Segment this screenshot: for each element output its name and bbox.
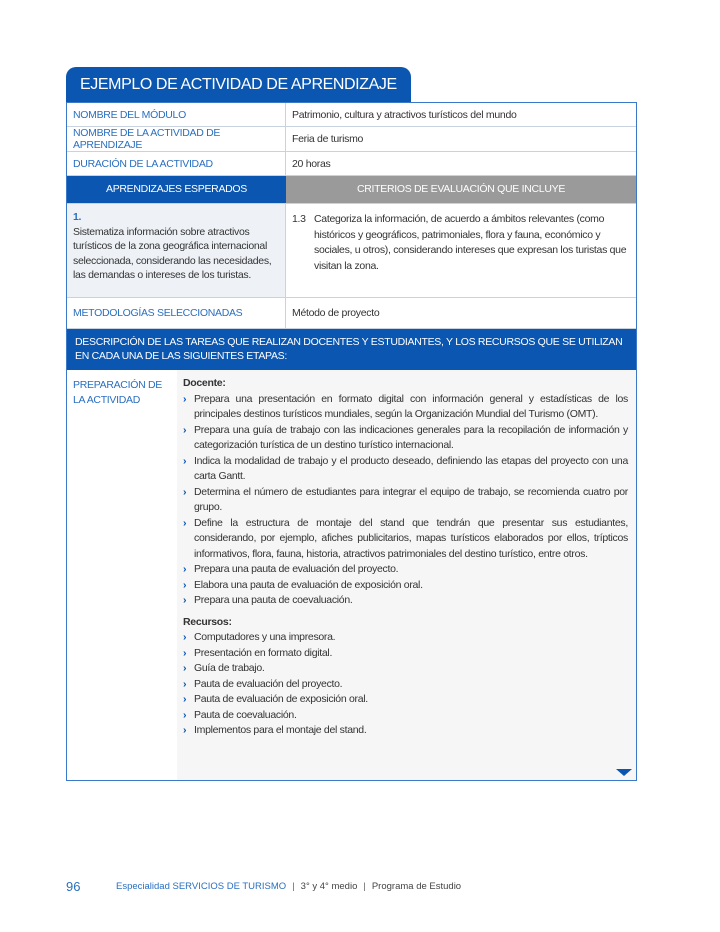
bullet-icon: › — [183, 392, 187, 405]
page-title: EJEMPLO DE ACTIVIDAD DE APRENDIZAJE — [66, 67, 411, 102]
list-item — [183, 516, 628, 563]
teacher-list — [183, 392, 628, 609]
learning-text: Sistematiza información sobre atractivos turísticos de la zona geográfica internacional seleccionada, considerando las necesidades, las demandas o intereses de los turistas. — [73, 225, 272, 281]
list-item-text: Determina el número de estudiantes para integrar el equipo de trabajo, se recomienda cuatro por grupo. — [194, 485, 628, 513]
resources-list — [183, 630, 628, 739]
description-header: DESCRIPCIÓN DE LAS TAREAS QUE REALIZAN DOCENTES Y ESTUDIANTES, Y LOS RECURSOS QUE SE UTILIZAN EN CADA UNA DE LAS SIGUIENTES ETAPAS: — [67, 329, 636, 370]
criteria-header: CRITERIOS DE EVALUACIÓN QUE INCLUYE — [286, 176, 636, 203]
bullet-icon: › — [183, 631, 187, 643]
footer-level: 3° y 4° medio — [300, 881, 358, 892]
list-item-text: Define la estructura de montaje del stand que tendrán que presentar sus estudiantes, considerando, por ejemplo, afiches publicitarios, mapas turísticos elaborados por ellos, trípticos informativos, flora, fauna, historia, atractivos patrimoniales del destino turístico, entre otros. — [194, 516, 628, 560]
learning-cell — [67, 204, 286, 297]
list-item — [183, 646, 628, 662]
list-item — [183, 708, 628, 724]
footer — [66, 879, 461, 894]
criteria-code: 1.3 — [292, 213, 306, 225]
bullet-icon: › — [183, 423, 187, 436]
module-label: NOMBRE DEL MÓDULO — [67, 103, 286, 126]
list-item — [183, 454, 628, 485]
bullet-icon: › — [183, 563, 187, 575]
module-row — [67, 103, 636, 127]
learning-row — [67, 204, 636, 298]
resources-title: Recursos: — [183, 615, 232, 628]
list-item — [183, 562, 628, 578]
list-item-text: Indica la modalidad de trabajo y el producto deseado, definiendo las etapas del proyecto con una carta Gantt. — [194, 454, 628, 482]
footer-program: Programa de Estudio — [371, 881, 462, 892]
list-item-text: Pauta de evaluación del proyecto. — [194, 677, 343, 690]
bullet-icon: › — [183, 693, 187, 705]
list-item-text: Guía de trabajo. — [194, 662, 265, 674]
list-item — [183, 677, 628, 693]
activity-table — [66, 102, 637, 781]
preparation-label: PREPARACIÓN DE LA ACTIVIDAD — [73, 379, 162, 406]
list-item — [183, 692, 628, 708]
bullet-icon: › — [183, 578, 187, 591]
footer-specialty: Especialidad SERVICIOS DE TURISMO — [116, 881, 287, 892]
criteria-cell — [286, 204, 636, 297]
list-item-text: Prepara una pauta de evaluación del proyecto. — [194, 563, 399, 575]
list-item-text: Pauta de coevaluación. — [194, 708, 297, 721]
preparation-row — [67, 370, 636, 780]
list-item-text: Elabora una pauta de evaluación de exposición oral. — [194, 578, 423, 591]
activity-label: NOMBRE DE LA ACTIVIDAD DE APRENDIZAJE — [67, 127, 286, 151]
duration-label: DURACIÓN DE LA ACTIVIDAD — [67, 152, 286, 175]
activity-value: Feria de turismo — [292, 133, 364, 145]
list-item — [183, 485, 628, 516]
methodology-label: METODOLOGÍAS SELECCIONADAS — [67, 298, 286, 328]
list-item-text: Prepara una guía de trabajo con las indicaciones generales para la recopilación de información y categorización turística de un destino turístico internacional. — [194, 423, 628, 451]
activity-row — [67, 127, 636, 152]
list-item — [183, 630, 628, 646]
duration-row — [67, 152, 636, 176]
learning-header: APRENDIZAJES ESPERADOS — [67, 176, 286, 203]
list-item — [183, 723, 628, 739]
list-item-text: Pauta de evaluación de exposición oral. — [194, 693, 368, 705]
continue-arrow-icon — [616, 769, 632, 776]
preparation-content — [177, 370, 636, 780]
list-item-text: Computadores y una impresora. — [194, 631, 336, 643]
methodology-value: Método de proyecto — [292, 307, 380, 319]
learning-number: 1. — [73, 211, 82, 223]
list-item-text: Implementos para el montaje del stand. — [194, 724, 367, 736]
list-item-text: Prepara una presentación en formato digital con información general y estadísticas de los principales destinos turísticos mundiales, según la Organización Mundial del Turismo (OMT). — [194, 392, 628, 420]
bullet-icon: › — [183, 708, 187, 721]
bullet-icon: › — [183, 454, 187, 467]
footer-separator: | — [363, 881, 366, 892]
list-item — [183, 578, 628, 594]
section-header-row — [67, 176, 636, 204]
methodology-row — [67, 298, 636, 329]
list-item — [183, 593, 628, 609]
bullet-icon: › — [183, 677, 187, 690]
list-item — [183, 392, 628, 423]
page-number: 96 — [66, 879, 81, 894]
bullet-icon: › — [183, 516, 187, 529]
footer-separator: | — [292, 881, 295, 892]
list-item — [183, 423, 628, 454]
teacher-title: Docente: — [183, 377, 226, 389]
module-value: Patrimonio, cultura y atractivos turísticos del mundo — [292, 108, 517, 121]
bullet-icon: › — [183, 724, 187, 736]
bullet-icon: › — [183, 662, 187, 674]
list-item — [183, 661, 628, 677]
bullet-icon: › — [183, 646, 187, 659]
duration-value: 20 horas — [292, 157, 331, 170]
bullet-icon: › — [183, 485, 187, 498]
criteria-text: Categoriza la información, de acuerdo a ámbitos relevantes (como históricos y geográficos, patrimoniales, flora y fauna, económico y sociales, u otros), considerando intereses que expresan los turistas que visitan la zona. — [314, 213, 627, 272]
list-item-text: Presentación en formato digital. — [194, 646, 333, 659]
list-item-text: Prepara una pauta de coevaluación. — [194, 594, 353, 606]
bullet-icon: › — [183, 594, 187, 606]
